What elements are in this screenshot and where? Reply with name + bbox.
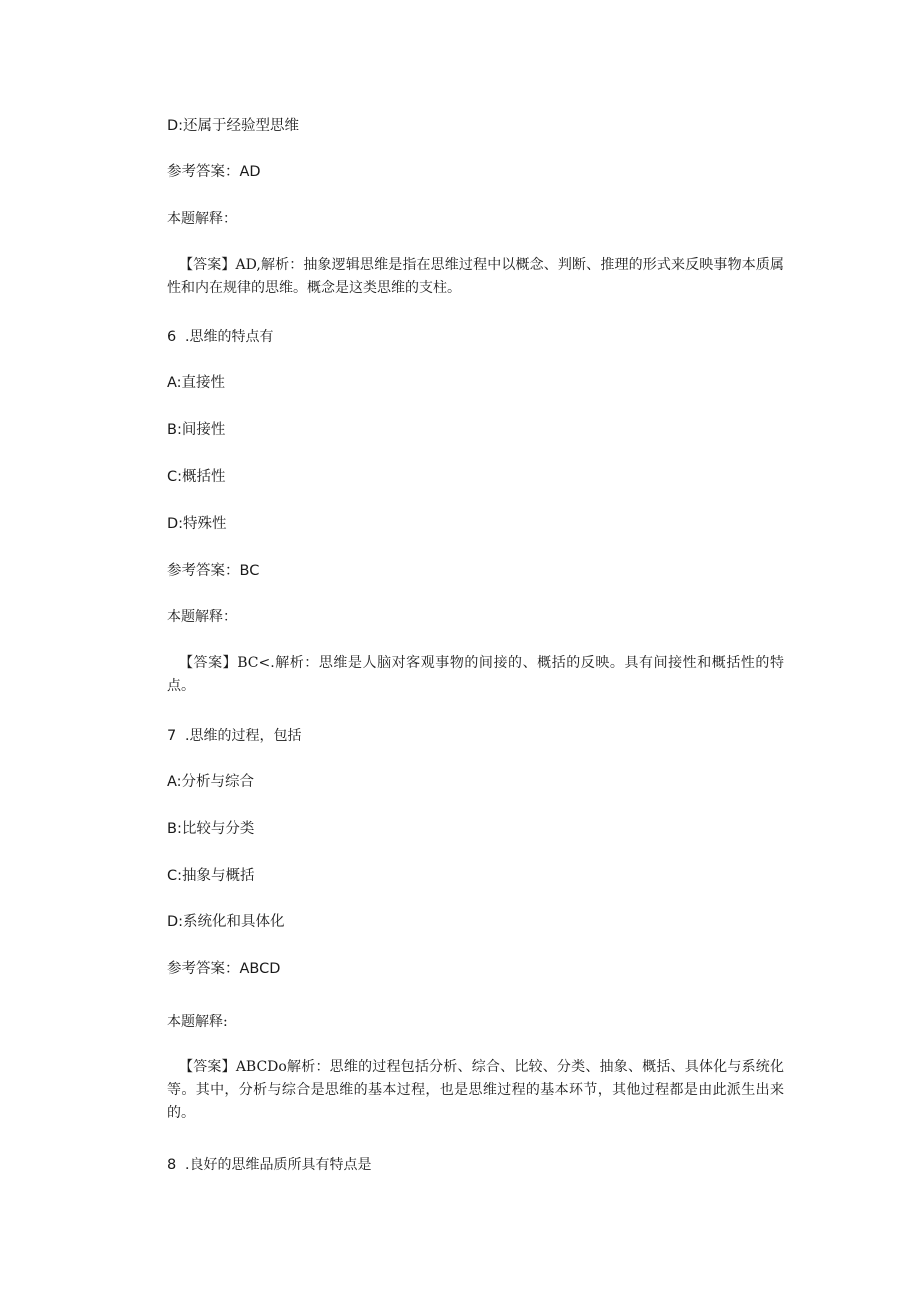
q7-answer: 参考答案：ABCD <box>167 961 281 977</box>
q5-option-d: D:还属于经验型思维 <box>167 118 300 134</box>
q7-stem: .思维的过程，包括 <box>185 728 302 744</box>
q7-title <box>167 726 301 746</box>
q8-number: 8 <box>167 1157 177 1173</box>
q7-number: 7 <box>167 728 177 744</box>
q6-explanation-label: 本题解释： <box>167 609 237 625</box>
q5-answer: 参考答案：AD <box>167 164 261 180</box>
q6-option-d: D:特殊性 <box>167 516 227 532</box>
q5-explanation-label: 本题解释： <box>167 211 237 227</box>
q7-option-a: A:分析与综合 <box>167 774 255 790</box>
q5-explanation: 【答案】AD,解析：抽象逻辑思维是指在思维过程中以概念、判断、推理的形式来反映事物本质属性和内在规律的思维。概念是这类思维的支柱。 <box>167 257 784 296</box>
q8-stem: .良好的思维品质所具有特点是 <box>185 1157 372 1173</box>
q6-number: 6 <box>167 329 177 345</box>
q6-answer: 参考答案：BC <box>167 563 260 579</box>
q7-explanation-label: 本题解释: <box>167 1014 228 1030</box>
q6-option-a: A:直接性 <box>167 375 226 391</box>
q7-explanation: 【答案】ABCDo解析：思维的过程包括分析、综合、比较、分类、抽象、概括、具体化与系统化等。其中，分析与综合是思维的基本过程，也是思维过程的基本环节，其他过程都是由此派生出来的。 <box>167 1059 784 1121</box>
q8-title <box>167 1155 371 1175</box>
q7-option-c: C:抽象与概括 <box>167 868 255 884</box>
q6-explanation: 【答案】BC<.解析：思维是人脑对客观事物的间接的、概括的反映。具有间接性和概括性的特点。 <box>167 655 784 694</box>
q7-option-b: B:比较与分类 <box>167 821 255 837</box>
q6-stem: .思维的特点有 <box>185 329 274 345</box>
q6-option-c: C:概括性 <box>167 469 226 485</box>
q6-option-b: B:间接性 <box>167 422 226 438</box>
q7-option-d: D:系统化和具体化 <box>167 914 285 930</box>
q6-title <box>167 327 273 347</box>
